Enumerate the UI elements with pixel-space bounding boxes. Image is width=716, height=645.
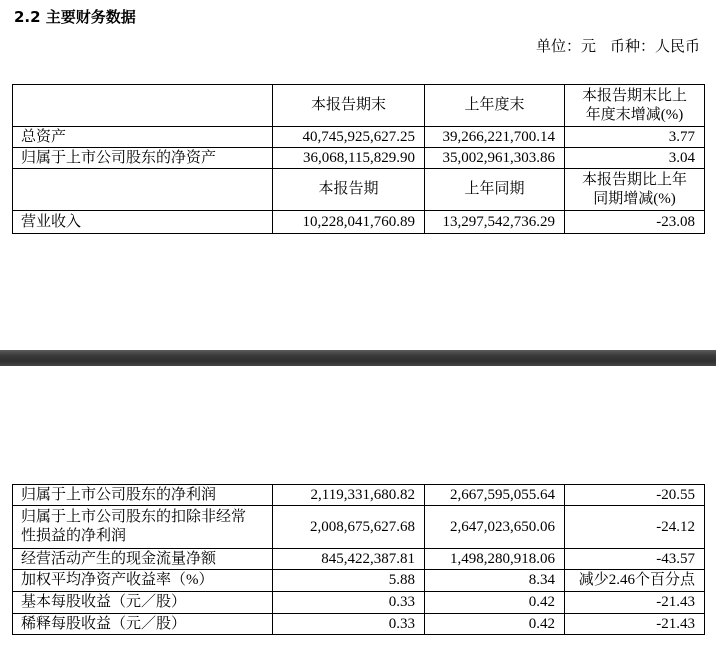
table-row-net-assets (13, 148, 705, 169)
table-row-basic-eps (13, 592, 705, 614)
table-row-revenue (13, 211, 705, 234)
header-change-line: 本报告期比上年 (581, 171, 687, 188)
row-label: 加权平均净资产收益率（%） (13, 570, 273, 592)
row-label (13, 506, 273, 549)
table-row-total-assets (13, 127, 705, 148)
current-value: 845,422,387.81 (273, 549, 425, 570)
current-value: 40,745,925,627.25 (273, 127, 425, 148)
change-value: 减少2.46个百分点 (565, 570, 705, 592)
header-blank-cell (13, 85, 273, 127)
table-body (13, 485, 705, 635)
header-prior-year-end: 上年度末 (425, 85, 565, 127)
current-value: 0.33 (273, 592, 425, 614)
currency-label: 币种：人民币 (609, 39, 700, 55)
prior-value: 1,498,280,918.06 (425, 549, 565, 570)
row-label: 经营活动产生的现金流量净额 (13, 549, 273, 570)
header-change-line: 本报告期末比上 (581, 87, 687, 104)
prior-value: 8.34 (425, 570, 565, 592)
page-separator (0, 350, 716, 366)
row-label: 稀释每股收益（元／股） (13, 614, 273, 635)
change-value: -20.55 (565, 485, 705, 506)
current-value: 2,119,331,680.82 (273, 485, 425, 506)
row-label: 基本每股收益（元／股） (13, 592, 273, 614)
header-blank-cell (13, 169, 273, 211)
table-row-roe (13, 570, 705, 592)
current-value: 36,068,115,829.90 (273, 148, 425, 169)
header-change-period (565, 169, 705, 211)
change-value: -21.43 (565, 614, 705, 635)
row-label: 总资产 (13, 127, 273, 148)
unit-line (536, 37, 700, 57)
table-body (13, 85, 705, 234)
table-row-net-profit (13, 485, 705, 506)
header-change-period-end (565, 85, 705, 127)
row-label-line: 归属于上市公司股东的扣除非经常 (21, 509, 247, 525)
row-label: 归属于上市公司股东的净利润 (13, 485, 273, 506)
financial-table-top (12, 84, 705, 234)
change-value: 3.77 (565, 127, 705, 148)
header-change-line: 同期增减(%) (593, 190, 676, 207)
prior-value: 2,667,595,055.64 (425, 485, 565, 506)
change-value: -43.57 (565, 549, 705, 570)
current-value: 2,008,675,627.68 (273, 506, 425, 549)
prior-value: 39,266,221,700.14 (425, 127, 565, 148)
unit-label: 单位：元 (535, 39, 596, 55)
current-value: 5.88 (273, 570, 425, 592)
row-label: 营业收入 (13, 211, 273, 234)
prior-value: 35,002,961,303.86 (425, 148, 565, 169)
prior-value: 2,647,023,650.06 (425, 506, 565, 549)
prior-value: 13,297,542,736.29 (425, 211, 565, 234)
table-row-adjusted-net-profit (13, 506, 705, 549)
row-label-line: 性损益的净利润 (21, 528, 127, 544)
prior-value: 0.42 (425, 592, 565, 614)
header-change-line: 年度末增减(%) (585, 106, 684, 123)
change-value: -23.08 (565, 211, 705, 234)
current-value: 0.33 (273, 614, 425, 635)
change-value: -24.12 (565, 506, 705, 549)
row-label: 归属于上市公司股东的净资产 (13, 148, 273, 169)
financial-table-bottom (12, 484, 705, 635)
header-row-period-end (13, 85, 705, 127)
table-row-operating-cash-flow (13, 549, 705, 570)
header-current-period-end: 本报告期末 (273, 85, 425, 127)
change-value: 3.04 (565, 148, 705, 169)
current-value: 10,228,041,760.89 (273, 211, 425, 234)
header-prior-period: 上年同期 (425, 169, 565, 211)
prior-value: 0.42 (425, 614, 565, 635)
table-row-diluted-eps (13, 614, 705, 635)
header-row-period (13, 169, 705, 211)
header-current-period: 本报告期 (273, 169, 425, 211)
change-value: -21.43 (565, 592, 705, 614)
section-title: 2.2 主要财务数据 (14, 8, 136, 26)
